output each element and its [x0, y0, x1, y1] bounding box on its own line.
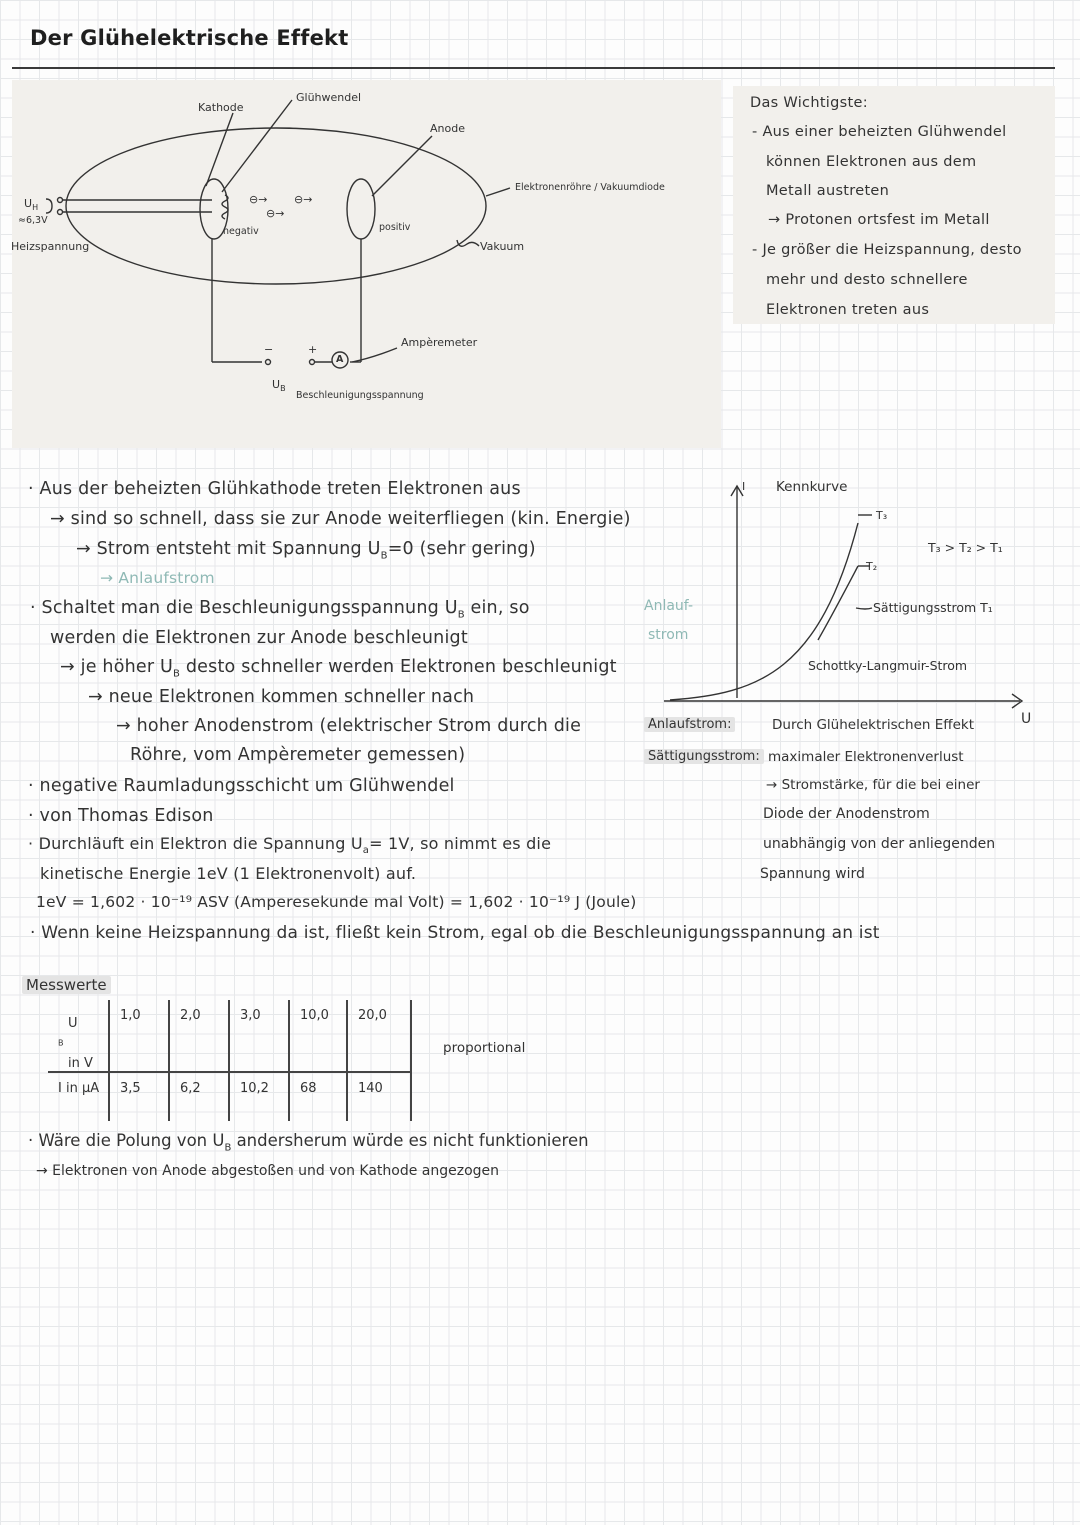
table-end	[411, 1000, 412, 1072]
table-cell: 140	[347, 1072, 411, 1121]
def-saett-line: unabhängig von der anliegenden	[763, 836, 996, 852]
minus-terminal: −	[264, 343, 274, 356]
label-heizspannung: Heizspannung	[11, 240, 90, 253]
table-row	[48, 1072, 412, 1121]
note-line: 1eV = 1,602 · 10⁻¹⁹ ASV (Amperesekunde mal Volt) = 1,602 · 10⁻¹⁹ J (Joule)	[36, 893, 637, 911]
note-line: → hoher Anodenstrom (elektrischer Strom durch die	[116, 716, 582, 736]
summary-line: Elektronen treten aus	[766, 302, 930, 318]
electron: ⊖→	[249, 193, 268, 206]
electron: ⊖→	[266, 207, 285, 220]
note-line: → neue Elektronen kommen schneller nach	[88, 687, 475, 707]
amperemeter-symbol: A	[336, 354, 344, 365]
tube-ellipse	[66, 128, 486, 284]
label-anode: Anode	[430, 122, 465, 135]
summary-line: mehr und desto schnellere	[766, 272, 968, 288]
summary-heading: Das Wichtigste:	[750, 95, 868, 111]
label-amperemeter: Ampèremeter	[401, 336, 478, 349]
label-roehre: Elektronenröhre / Vakuumdiode	[515, 182, 665, 193]
table-cell: 3,0	[229, 1000, 289, 1072]
label-negativ: negativ	[223, 226, 259, 237]
note-line: → sind so schnell, dass sie zur Anode weiterfliegen (kin. Energie)	[50, 509, 631, 529]
summary-line: Metall austreten	[766, 183, 890, 199]
note-line: kinetische Energie 1eV (1 Elektronenvolt) auf.	[40, 864, 417, 883]
def-saett-line: Diode der Anodenstrom	[763, 806, 930, 822]
def-saett-line: → Stromstärke, für die bei einer	[766, 777, 980, 793]
electron: ⊖→	[294, 193, 313, 206]
def-anlauf-text: Durch Glühelektrischen Effekt	[772, 717, 974, 733]
curve-t2	[818, 566, 858, 640]
table-cell: 1,0	[109, 1000, 169, 1072]
table-cell: 6,2	[169, 1072, 229, 1121]
chart-axis-x: U	[1021, 711, 1032, 727]
summary-line: - Aus einer beheizten Glühwendel	[752, 124, 1007, 140]
table-row	[48, 1000, 412, 1072]
label-kathode: Kathode	[198, 101, 244, 114]
table-cell: 3,5	[109, 1072, 169, 1121]
summary-line: → Protonen ortsfest im Metall	[768, 212, 990, 228]
table-header-cell: I in µA	[58, 1080, 100, 1096]
chart-label-anlauf: strom	[648, 627, 689, 643]
table-cell: 10,2	[229, 1072, 289, 1121]
label-positiv: positiv	[379, 222, 411, 233]
table-cell: 20,0	[347, 1000, 411, 1072]
plus-terminal: +	[308, 343, 318, 356]
label-vakuum: Vakuum	[480, 240, 525, 253]
note-line: · Aus der beheizten Glühkathode treten Elektronen aus	[28, 479, 521, 499]
def-saett-line: Spannung wird	[760, 866, 865, 882]
chart-label-saettigung: Sättigungsstrom T₁	[873, 600, 993, 615]
chart-relation: T₃ > T₂ > T₁	[928, 540, 1003, 555]
def-saett-text: maximaler Elektronenverlust	[768, 749, 964, 765]
note-anlaufstrom: → Anlaufstrom	[100, 569, 215, 587]
chart-label-anlauf: Anlauf-	[644, 598, 694, 614]
note-line: Röhre, vom Ampèremeter gemessen)	[130, 745, 466, 765]
table-cell: 10,0	[289, 1000, 347, 1072]
summary-line: - Je größer die Heizspannung, desto	[752, 242, 1022, 258]
messwerte-heading: Messwerte	[22, 976, 111, 994]
note-line: · negative Raumladungsschicht um Glühwendel	[28, 776, 455, 796]
def-saett-term: Sättigungsstrom:	[644, 749, 764, 764]
messwerte-table	[48, 1000, 412, 1121]
note-line: → je höher $U_B$ desto schneller werden Elektronen beschleunigt	[60, 657, 617, 680]
label-ub: $U_B$	[272, 378, 286, 394]
note-line: · von Thomas Edison	[28, 806, 214, 826]
label-gluehwendel: Glühwendel	[296, 91, 362, 104]
table-end	[411, 1072, 412, 1121]
note-line: · Schaltet man die Beschleunigungsspannung $U_B$ ein, so	[30, 598, 530, 621]
note-line: · Wenn keine Heizspannung da ist, fließt kein Strom, egal ob die Beschleunigungsspannung an ist	[30, 923, 880, 943]
label-uh-value: ≈6,3V	[18, 215, 48, 226]
chart-label-schottky: Schottky-Langmuir-Strom	[808, 658, 968, 673]
note-line: werden die Elektronen zur Anode beschleunigt	[50, 628, 468, 648]
table-cell: 2,0	[169, 1000, 229, 1072]
anode-shape	[347, 179, 375, 239]
chart-axis-y: I	[742, 480, 746, 493]
saettigung-marker	[856, 608, 872, 609]
footer-note: → Elektronen von Anode abgestoßen und von Kathode angezogen	[36, 1163, 500, 1179]
curve-t3	[670, 523, 858, 700]
note-line: · Durchläuft ein Elektron die Spannung $U_a= 1V$, so nimmt es die	[28, 834, 552, 857]
summary-line: können Elektronen aus dem	[766, 154, 977, 170]
table-cell: 68	[289, 1072, 347, 1121]
chart-title: Kennkurve	[776, 479, 848, 495]
page-title: Der Glühelektrische Effekt	[30, 26, 349, 50]
kennkurve-chart	[664, 486, 1022, 708]
messwerte-side-note: proportional	[443, 1040, 526, 1056]
note-line: → Strom entsteht mit Spannung $U_B=0$ (sehr gering)	[76, 539, 536, 562]
table-header-cell: U $_B$ in V	[48, 1000, 109, 1072]
footer-note: · Wäre die Polung von $U_B$ andersherum würde es nicht funktionieren	[28, 1131, 589, 1154]
label-beschleunigung: Beschleunigungsspannung	[296, 390, 424, 401]
label-uh: $U_H$	[24, 197, 39, 213]
def-anlauf-term: Anlaufstrom:	[644, 717, 735, 732]
chart-label-t3: T₃	[876, 509, 888, 522]
chart-label-t2: T₂	[866, 560, 878, 573]
